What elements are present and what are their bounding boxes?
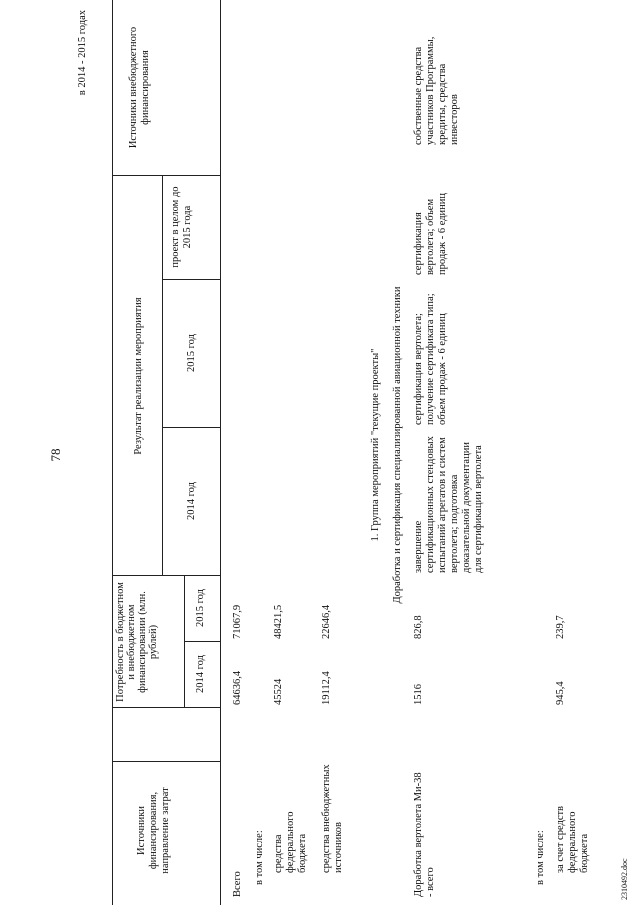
header-need-2015: 2015 год (195, 589, 206, 627)
col-divider-1 (112, 761, 220, 762)
col-divider-result-2 (162, 279, 220, 280)
table-header-bottom-border (220, 0, 221, 905)
row-extra-2014: 19112,4 (321, 671, 332, 705)
header-source: Источники финансирования, направление затрат (136, 787, 171, 874)
need-subheader-divider (184, 576, 185, 708)
mi38-2015: 826,8 (413, 615, 424, 639)
row-fed-2015: 48421,5 (273, 604, 284, 639)
header-result: Результат реализации мероприятия (133, 297, 144, 455)
header-result-total: проект в целом до 2015 года (170, 186, 193, 268)
col-divider-4 (112, 175, 220, 176)
mi38-fed-2015: 239,7 (555, 615, 566, 639)
header-extrabudget: Источники внебюджетного финансирования (128, 26, 151, 149)
group-subtitle: Доработка и сертификация специализированной авиационной техники (392, 286, 403, 604)
result-subheader-divider (162, 176, 163, 576)
page-number: 78 (48, 448, 63, 462)
row-total-2015: 71067,9 (232, 604, 243, 639)
header-note: в 2014 - 2015 годах (77, 10, 88, 96)
mi38-fed-2014: 945,4 (555, 681, 566, 705)
mi38-label: Доработка вертолета Ми-38 - всего (413, 772, 436, 897)
col-divider-2 (112, 707, 220, 708)
col-divider-3 (112, 575, 220, 576)
mi38-result-2014: завершение сертификационных стендовых испытаний агрегатов и систем вертолета; подготовка доказательной документации для сертификации вертолета (413, 436, 484, 573)
header-need-2014: 2014 год (195, 655, 206, 693)
row-fed-label: средства федерального бюджета (273, 811, 308, 873)
row-extra-label: средства внебюджетных источников (321, 764, 344, 873)
row-incl-label: в том числе: (254, 830, 265, 885)
row-fed-2014: 45524 (273, 678, 284, 705)
mi38-result-total: сертификация вертолета; объем продаж - 6 единиц (413, 192, 448, 275)
mi38-result-2015: сертификация вертолета; получение сертификата типа; объем продаж - 6 единиц (413, 293, 448, 425)
mi38-fed-label: за счет средств федерального бюджета (555, 805, 590, 873)
header-need: Потребность в бюджетном и внебюджетном финансировании (млн. рублей) (115, 582, 159, 702)
row-extra-2015: 22646,4 (321, 604, 332, 639)
mi38-2014: 1516 (413, 684, 424, 705)
row-total-label: Всего (232, 871, 243, 897)
header-result-2015: 2015 год (186, 334, 197, 372)
header-result-2014: 2014 год (186, 482, 197, 520)
group-title: 1. Группа мероприятий "текущие проекты" (370, 348, 381, 542)
footer-filename: 2310492.doc (620, 858, 629, 900)
col-divider-need-years (184, 641, 220, 642)
table-top-border (112, 0, 113, 905)
row-total-2014: 64636,4 (232, 670, 243, 705)
col-divider-result-1 (162, 427, 220, 428)
mi38-incl-label: в том числе: (535, 830, 546, 885)
mi38-extrabudget: собственные средства участников Программы, кредиты, средства инвесторов (413, 36, 460, 145)
